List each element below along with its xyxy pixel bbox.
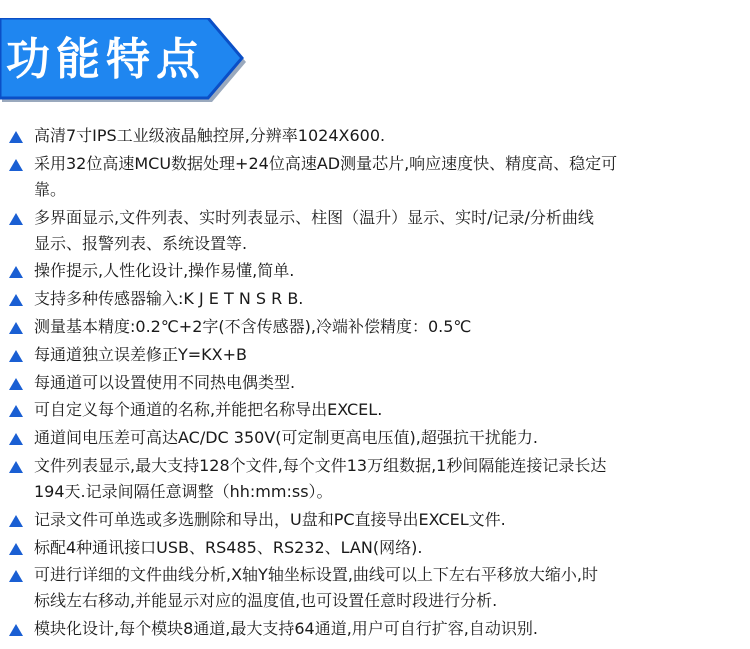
triangle-bullet-icon [9, 213, 23, 225]
feature-item [0, 205, 740, 257]
feature-text-line: 高清7寸IPS工业级液晶触控屏,分辨率1024X600. [34, 126, 386, 145]
feature-item [0, 562, 740, 614]
section-banner [0, 18, 246, 102]
feature-text-line: 文件列表显示,最大支持128个文件,每个文件13万组数据,1秒间隔能连接记录长达 [34, 455, 607, 475]
feature-text-line: 模块化设计,每个模块8通道,最大支持64通道,用户可自行扩容,自动识别. [34, 619, 538, 639]
feature-text-line: 支持多种传感器输入:K J E T N S R B. [34, 289, 304, 309]
triangle-bullet-icon [9, 515, 23, 527]
feature-item [0, 535, 740, 561]
feature-item [0, 397, 740, 423]
feature-text-line: 标线左右移动,并能显示对应的温度值,也可设置任意时段进行分析. [34, 591, 498, 611]
triangle-bullet-icon [9, 624, 23, 636]
feature-item [0, 342, 740, 368]
triangle-bullet-icon [9, 570, 23, 582]
triangle-bullet-icon [9, 266, 23, 278]
feature-text-line: 操作提示,人性化设计,操作易懂,简单. [34, 261, 295, 281]
feature-item [0, 314, 740, 340]
triangle-bullet-icon [9, 159, 23, 171]
feature-text-line: 可进行详细的文件曲线分析,X轴Y轴坐标设置,曲线可以上下左右平移放大缩小,时 [34, 565, 598, 585]
feature-text-line: 通道间电压差可高达AC/DC 350V(可定制更高电压值),超强抗干扰能力. [34, 428, 538, 448]
triangle-bullet-icon [9, 378, 23, 390]
feature-item [0, 425, 740, 451]
triangle-bullet-icon [9, 543, 23, 555]
feature-item [0, 453, 740, 505]
feature-text-line: 每通道独立误差修正Y=KX+B [34, 344, 248, 364]
triangle-bullet-icon [9, 433, 23, 445]
feature-text-line: 显示、报警列表、系统设置等. [34, 233, 248, 253]
feature-item [0, 123, 740, 149]
feature-item [0, 286, 740, 312]
feature-text-line: 记录文件可单选或多选删除和导出，U盘和PC直接导出EXCEL文件. [34, 509, 506, 529]
feature-item [0, 370, 740, 396]
feature-text-line: 标配4种通讯接口USB、RS485、RS232、LAN(网络). [34, 537, 423, 557]
feature-list [0, 123, 740, 644]
feature-text-line: 测量基本精度:0.2℃+2字(不含传感器),冷端补偿精度：0.5℃ [34, 316, 472, 336]
feature-text-line: 每通道可以设置使用不同热电偶类型. [34, 372, 296, 392]
triangle-bullet-icon [9, 322, 23, 334]
feature-item [0, 507, 740, 533]
feature-text-line: 多界面显示,文件列表、实时列表显示、柱图（温升）显示、实时/记录/分析曲线 [34, 207, 594, 227]
triangle-bullet-icon [9, 350, 23, 362]
feature-text-line: 194天.记录间隔任意调整（hh:mm:ss）。 [34, 481, 333, 501]
feature-text-line: 可自定义每个通道的名称,并能把名称导出EXCEL. [34, 400, 383, 420]
triangle-bullet-icon [9, 405, 23, 417]
feature-text-line: 采用32位高速MCU数据处理+24位高速AD测量芯片,响应速度快、精度高、稳定可 [34, 153, 618, 173]
triangle-bullet-icon [9, 131, 23, 143]
triangle-bullet-icon [9, 294, 23, 306]
feature-text-line: 靠。 [34, 179, 67, 199]
banner-title: 功能特点 [6, 34, 206, 85]
feature-item [0, 258, 740, 284]
triangle-bullet-icon [9, 461, 23, 473]
feature-item [0, 151, 740, 203]
feature-item [0, 616, 740, 642]
